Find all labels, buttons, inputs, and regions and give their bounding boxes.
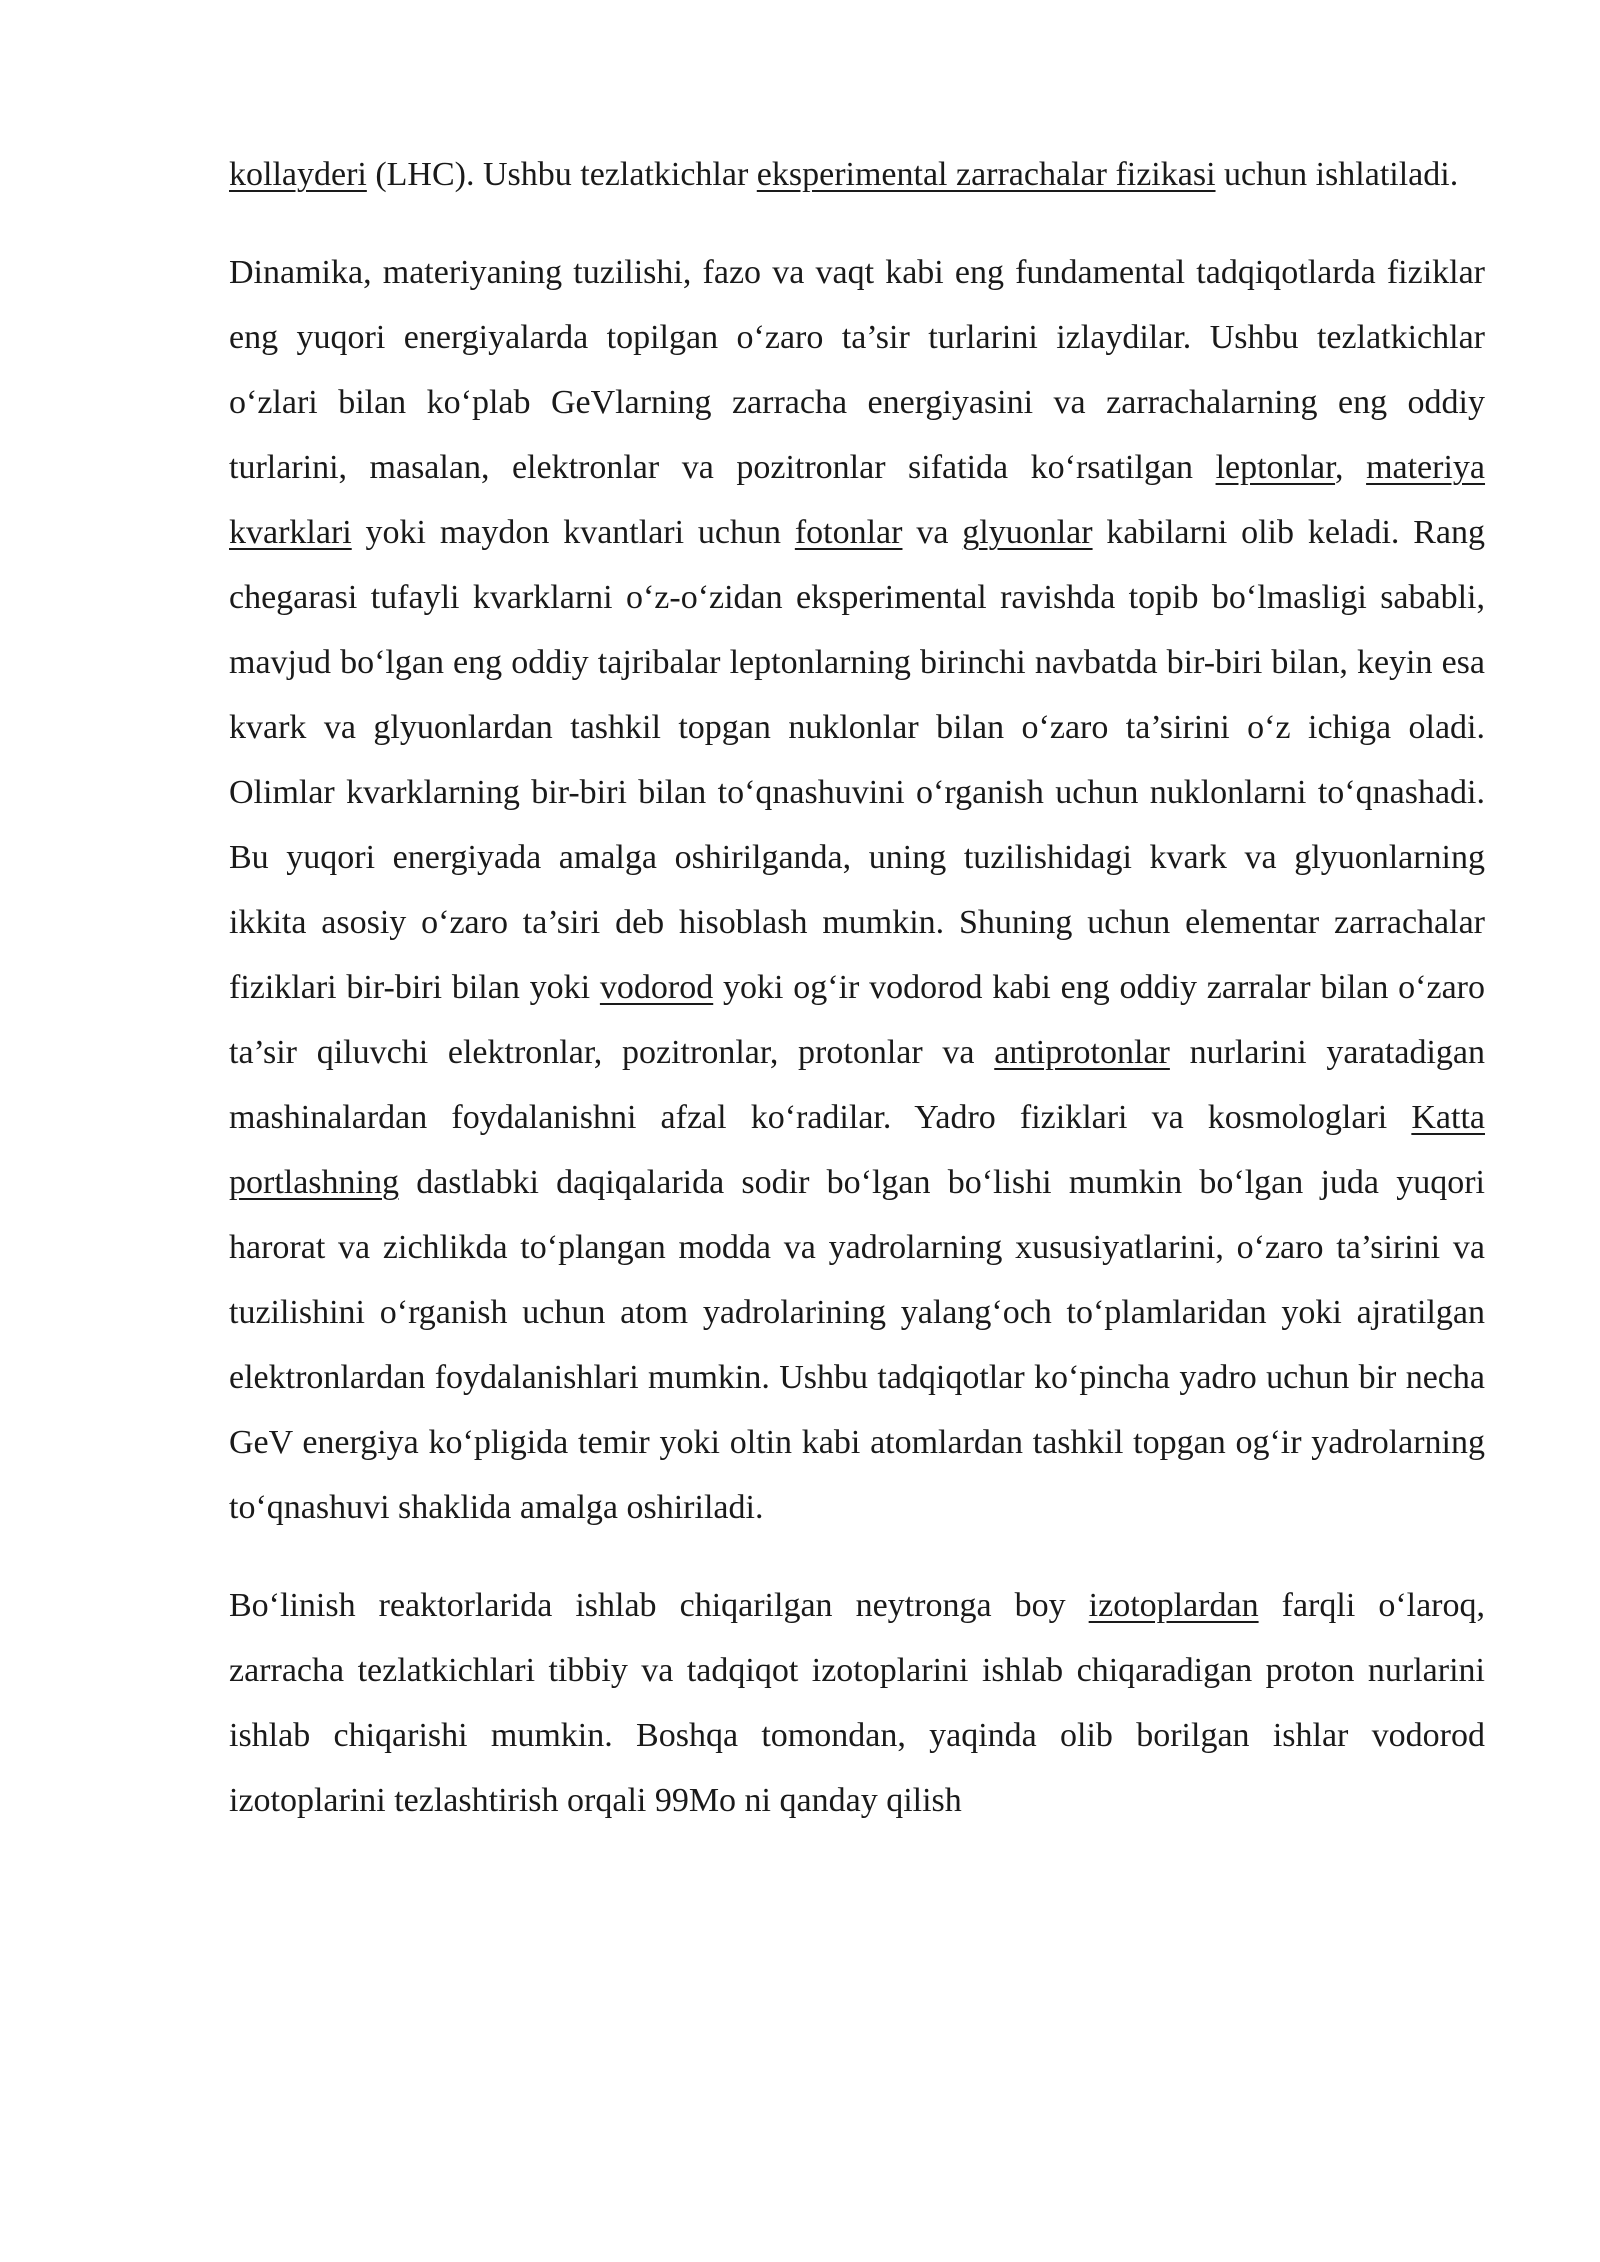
text-segment: dastlabki daqiqalarida sodir bo‘lgan bo‘lishi mumkin bo‘lgan juda yuqori harorat va zichlikda to‘plangan modda va yadrolarning xususiyatlarini, o‘zaro ta’sirini va tuzilishini o‘rganish uchun atom yadrolarining yalang‘och to‘plamlaridan yoki ajratilgan elektronlardan foydalanishlari mumkin. Ushbu tadqiqotlar ko‘pincha yadro uchun bir necha GeV energiya ko‘pligida temir yoki oltin kabi atomlardan tashkil topgan og‘ir yadrolarning to‘qnashuvi shaklida amalga oshiriladi. (229, 1164, 1485, 1526)
paragraph-bolinish (229, 1573, 1485, 1833)
link-glyuonlar[interactable]: glyuonlar (962, 514, 1093, 551)
link-eksperimental-zarrachalar-fizikasi[interactable]: eksperimental zarrachalar fizikasi (756, 156, 1216, 193)
text-segment: , (1335, 449, 1367, 486)
link-materiya[interactable]: materiya (1366, 449, 1486, 486)
text-segment: (LHC). Ushbu tezlatkichlar (366, 156, 757, 193)
paragraph-dinamika (229, 240, 1485, 1540)
link-vodorod[interactable]: vodorod (599, 969, 714, 1006)
text-segment: Dinamika, materiyaning tuzilishi, fazo va vaqt kabi eng fundamental tadqiqotlarda fiziklar eng yuqori energiyalarda topilgan o‘zaro ta’sir turlarini izlaydilar. Ushbu tezlatkichlar o‘zlari bilan ko‘plab GeVlarning zarracha energiyasini va zarrachalarning eng oddiy turlarini, masalan, elektronlar va pozitronlar sifatida ko‘rsatilgan (229, 254, 1485, 486)
link-kollayderi[interactable]: kollayderi (229, 156, 367, 193)
text-segment: uchun ishlatiladi. (1215, 156, 1459, 193)
link-izotoplardan[interactable]: izotoplardan (1088, 1587, 1259, 1624)
text-segment: yoki og‘ir vodorod kabi eng oddiy zarralar bilan o‘zaro ta’sir qiluvchi elektronlar, pozitronlar, protonlar va (229, 969, 1485, 1071)
text-segment: farqli o‘laroq, zarracha tezlatkichlari tibbiy va tadqiqot izotoplarini ishlab chiqaradigan proton nurlarini ishlab chiqarishi mumkin. Boshqa tomondan, yaqinda olib borilgan ishlar vodorod izotoplarini tezlashtirish orqali 99Mo ni qanday qilish (229, 1587, 1486, 1819)
link-fotonlar[interactable]: fotonlar (794, 514, 903, 551)
text-segment: Bo‘linish reaktorlarida ishlab chiqarilgan neytronga boy (229, 1587, 1089, 1624)
text-segment: va (902, 514, 963, 551)
text-segment: yoki maydon kvantlari uchun (351, 514, 795, 551)
document-page (229, 142, 1485, 1866)
link-leptonlar[interactable]: leptonlar (1215, 449, 1336, 486)
paragraph-lhc (229, 142, 1485, 207)
link-katta-portlashning[interactable]: Katta portlashning (229, 1099, 1485, 1201)
text-segment: kabilarni olib keladi. Rang chegarasi tufayli kvarklarni o‘z-o‘zidan eksperimental ravishda topib bo‘lmasligi sababli, mavjud bo‘lgan eng oddiy tajribalar leptonlarning birinchi navbatda bir-biri bilan, keyin esa kvark va glyuonlardan tashkil topgan nuklonlar bilan o‘zaro ta’sirini o‘z ichiga oladi. Olimlar kvarklarning bir-biri bilan to‘qnashuvini o‘rganish uchun nuklonlarni to‘qnashadi. Bu yuqori energiyada amalga oshirilganda, uning tuzilishidagi kvark va glyuonlarning ikkita asosiy o‘zaro ta’siri deb hisoblash mumkin. Shuning uchun elementar zarrachalar fiziklari bir-biri bilan yoki (229, 514, 1486, 1006)
text-segment: nurlarini yaratadigan mashinalardan foydalanishni afzal ko‘radilar. Yadro fiziklari va kosmologlari (229, 1034, 1485, 1136)
link-antiprotonlar[interactable]: antiprotonlar (994, 1034, 1170, 1071)
link-kvarklari[interactable]: kvarklari (229, 514, 352, 551)
